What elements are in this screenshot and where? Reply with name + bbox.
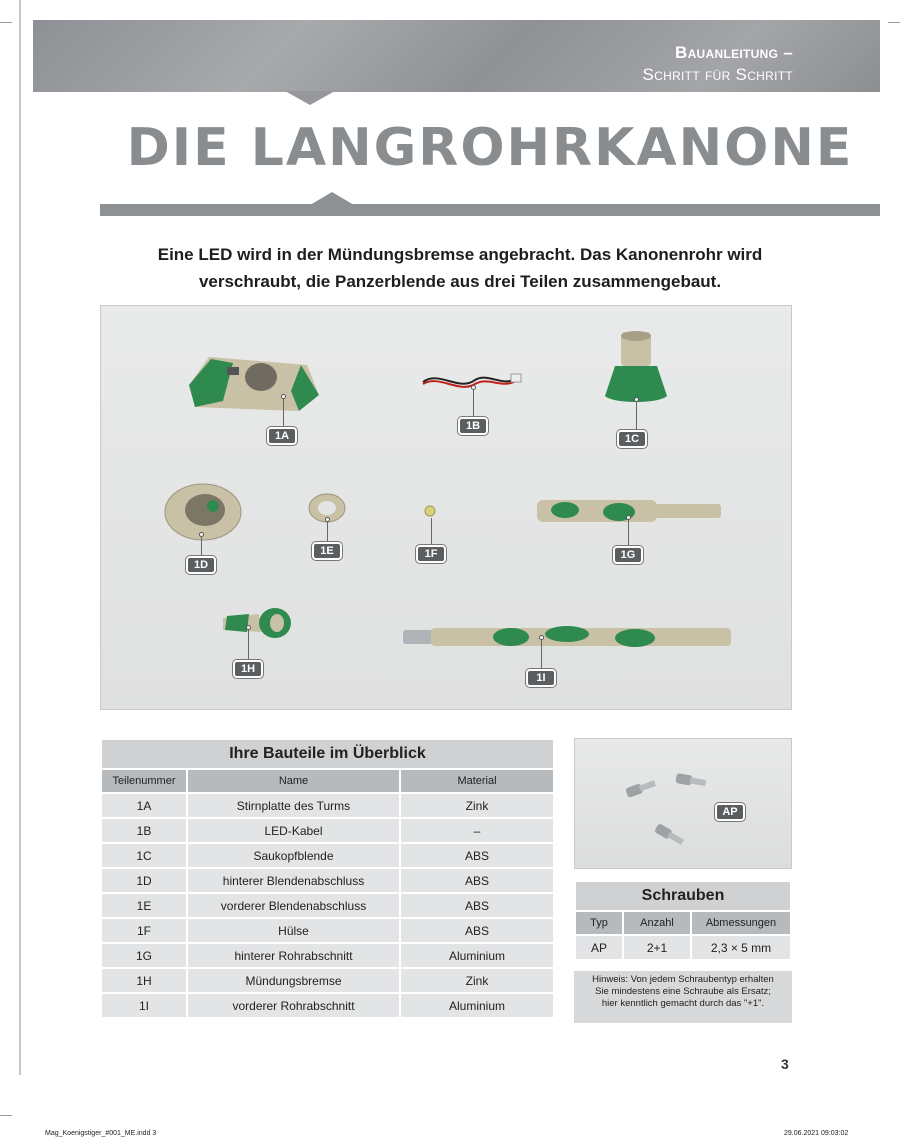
cell-name: hinterer Rohrabschnitt bbox=[187, 943, 400, 968]
leader-dot bbox=[281, 394, 286, 399]
parts-header-number: Teilenummer bbox=[101, 769, 187, 793]
cell-count: 2+1 bbox=[623, 935, 691, 960]
part-1a-image bbox=[189, 351, 329, 413]
part-label-1h: 1H bbox=[233, 660, 263, 678]
leader-line bbox=[473, 388, 474, 418]
leader-dot bbox=[626, 515, 631, 520]
screw-label-ap: AP bbox=[715, 803, 745, 821]
table-row bbox=[101, 793, 554, 818]
part-1g-image bbox=[535, 496, 725, 526]
page-title: DIE LANGROHRKANONE bbox=[126, 118, 854, 178]
hint-line1: Hinweis: Von jedem Schraubentyp erhalten bbox=[592, 974, 774, 985]
intro-line2: verschraubt, die Panzerblende aus drei Teilen zusammengebaut. bbox=[198, 272, 722, 291]
cell-name: Saukopfblende bbox=[187, 843, 400, 868]
page-number: 3 bbox=[781, 1056, 789, 1072]
leader-line bbox=[541, 638, 542, 668]
cell-number: 1D bbox=[101, 868, 187, 893]
intro-line1: Eine LED wird in der Mündungsbremse angebracht. Das Kanonenrohr wird bbox=[157, 245, 763, 264]
hint-line3: hier kenntlich gemacht durch das "+1". bbox=[601, 998, 765, 1009]
cell-number: 1A bbox=[101, 793, 187, 818]
cell-number: 1E bbox=[101, 893, 187, 918]
cell-size: 2,3 × 5 mm bbox=[691, 935, 791, 960]
cell-material: ABS bbox=[400, 893, 554, 918]
screws-table-title: Schrauben bbox=[575, 881, 791, 911]
part-1d-image bbox=[163, 482, 245, 542]
table-row bbox=[575, 935, 791, 960]
cell-name: hinterer Blendenabschluss bbox=[187, 868, 400, 893]
table-row bbox=[101, 943, 554, 968]
parts-photo bbox=[100, 305, 792, 710]
cell-type: AP bbox=[575, 935, 623, 960]
part-1b-image bbox=[419, 368, 523, 394]
screws-photo bbox=[574, 738, 792, 869]
cell-name: vorderer Rohrabschnitt bbox=[187, 993, 400, 1018]
intro-text bbox=[110, 241, 810, 295]
cell-material: ABS bbox=[400, 918, 554, 943]
part-1c-image bbox=[601, 328, 671, 408]
parts-header-material: Material bbox=[400, 769, 554, 793]
hint-line2: Sie mindestens eine Schraube als Ersatz; bbox=[595, 986, 771, 997]
margin-rule bbox=[19, 0, 21, 1075]
leader-line bbox=[248, 628, 249, 660]
cell-material: Zink bbox=[400, 968, 554, 993]
leader-line bbox=[327, 520, 328, 544]
part-label-1f: 1F bbox=[416, 545, 446, 563]
part-label-1g: 1G bbox=[613, 546, 643, 564]
cell-material: ABS bbox=[400, 868, 554, 893]
leader-dot bbox=[325, 517, 330, 522]
cell-number: 1H bbox=[101, 968, 187, 993]
leader-dot bbox=[539, 635, 544, 640]
print-slug-file: Mag_Koenigstiger_#001_ME.indd 3 bbox=[45, 1130, 157, 1137]
part-label-1c: 1C bbox=[617, 430, 647, 448]
section-header-line2: Schritt für Schritt bbox=[642, 65, 793, 84]
part-1i-image bbox=[401, 624, 733, 650]
section-header bbox=[643, 42, 793, 86]
leader-dot bbox=[471, 385, 476, 390]
crop-mark bbox=[888, 22, 900, 23]
leader-line bbox=[431, 518, 432, 546]
cell-name: Mündungsbremse bbox=[187, 968, 400, 993]
cell-material: – bbox=[400, 818, 554, 843]
crop-mark bbox=[0, 22, 12, 23]
table-row bbox=[101, 893, 554, 918]
screws-image bbox=[615, 767, 725, 847]
screws-table bbox=[574, 880, 792, 961]
cell-number: 1C bbox=[101, 843, 187, 868]
table-row bbox=[101, 868, 554, 893]
cell-name: vorderer Blendenabschluss bbox=[187, 893, 400, 918]
screws-header-size: Abmessungen bbox=[691, 911, 791, 935]
hint-box bbox=[574, 971, 792, 1023]
cell-number: 1I bbox=[101, 993, 187, 1018]
part-label-1e: 1E bbox=[312, 542, 342, 560]
screws-header-type: Typ bbox=[575, 911, 623, 935]
part-label-1a: 1A bbox=[267, 427, 297, 445]
title-rule bbox=[100, 204, 880, 216]
parts-table-title: Ihre Bauteile im Überblick bbox=[101, 739, 554, 769]
leader-dot bbox=[246, 625, 251, 630]
part-1f-image bbox=[423, 504, 437, 518]
cell-name: Stirnplatte des Turms bbox=[187, 793, 400, 818]
parts-header-name: Name bbox=[187, 769, 400, 793]
leader-dot bbox=[634, 397, 639, 402]
cell-name: Hülse bbox=[187, 918, 400, 943]
screws-header-count: Anzahl bbox=[623, 911, 691, 935]
cell-number: 1B bbox=[101, 818, 187, 843]
leader-line bbox=[636, 400, 637, 430]
cell-material: ABS bbox=[400, 843, 554, 868]
section-header-line1: Bauanleitung – bbox=[675, 43, 793, 62]
leader-line bbox=[201, 534, 202, 558]
table-row bbox=[101, 843, 554, 868]
cell-material: Aluminium bbox=[400, 993, 554, 1018]
leader-dot bbox=[199, 532, 204, 537]
leader-line bbox=[628, 517, 629, 547]
header-notch bbox=[285, 91, 335, 105]
part-label-1i: 1I bbox=[526, 669, 556, 687]
cell-material: Aluminium bbox=[400, 943, 554, 968]
part-1h-image bbox=[219, 606, 295, 640]
leader-line bbox=[283, 398, 284, 428]
table-row bbox=[101, 993, 554, 1018]
cell-number: 1F bbox=[101, 918, 187, 943]
table-row bbox=[101, 968, 554, 993]
table-row bbox=[101, 818, 554, 843]
table-row bbox=[101, 918, 554, 943]
part-label-1b: 1B bbox=[458, 417, 488, 435]
cell-name: LED-Kabel bbox=[187, 818, 400, 843]
cell-material: Zink bbox=[400, 793, 554, 818]
crop-mark bbox=[0, 1115, 12, 1116]
part-label-1d: 1D bbox=[186, 556, 216, 574]
print-slug-date: 29.06.2021 09:03:02 bbox=[784, 1130, 849, 1137]
cell-number: 1G bbox=[101, 943, 187, 968]
parts-table bbox=[100, 738, 555, 1019]
